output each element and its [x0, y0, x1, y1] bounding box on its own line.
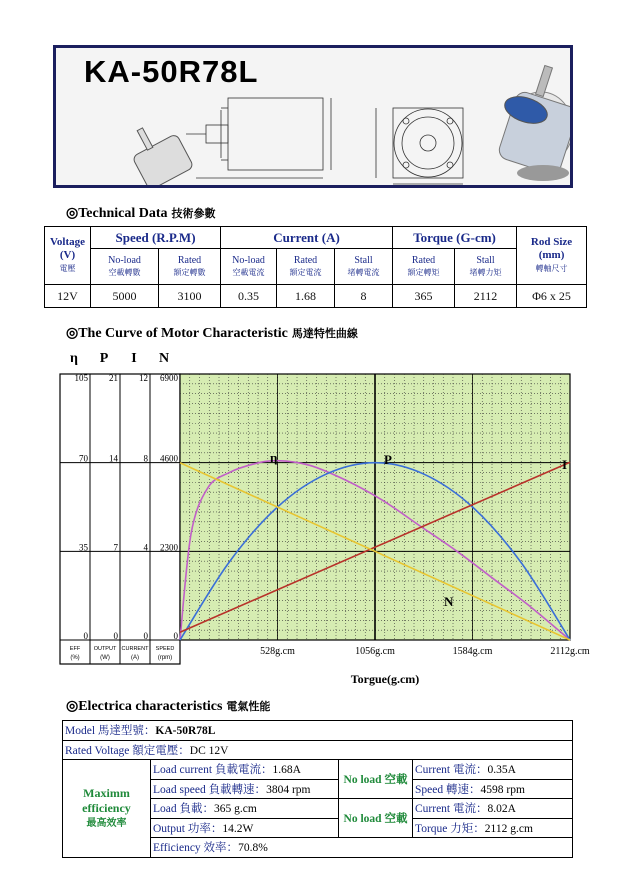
rod-size-header: Rod Size (mm) 轉軸尺寸 [517, 227, 587, 285]
value-rated-current: 1.68 [277, 285, 335, 308]
axis-tick-label: 0 [83, 631, 88, 641]
axis-footer-unit: EFF [69, 646, 81, 652]
axis-footer-unit: (W) [100, 655, 110, 661]
sub-header-rated-speed: Rated 額定轉數 [159, 249, 221, 285]
product-banner [53, 45, 573, 188]
technical-data-heading: ◎Technical Data 技術參數 [66, 206, 216, 221]
axis-footer-unit: CURRENT [121, 646, 149, 652]
axis-header-0: η [70, 351, 78, 366]
series-label-3: N [444, 594, 454, 609]
current-header: Current (A) [221, 227, 393, 249]
output-cell: Output 功率：14.2W [151, 818, 339, 838]
x-tick-label: 1584g.cm [452, 646, 493, 657]
electrical-heading: ◎Electrica characteristics 電氣性能 [66, 699, 271, 714]
axis-tick-label: 105 [74, 373, 88, 383]
x-tick-label: 2112g.cm [550, 646, 590, 657]
stall-current-cell: Current 電流：8.02A [413, 799, 573, 819]
noload-current-cell: Current 電流：0.35A [413, 760, 573, 780]
series-label-1: P [384, 452, 392, 467]
load-cell: Load 負載：365 g.cm [151, 799, 339, 819]
axis-tick-label: 0 [173, 631, 178, 641]
motor-drawings [56, 48, 573, 188]
axis-footer-unit: (rpm) [157, 655, 173, 661]
axis-header-3: N [158, 351, 170, 366]
load-speed-cell: Load speed 負載轉速：3804 rpm [151, 779, 339, 799]
axis-tick-label: 4600 [160, 453, 178, 464]
no-load-label-1: No load 空載 [339, 760, 413, 799]
value-rated-speed: 3100 [159, 285, 221, 308]
motor-sketch-icon [132, 128, 194, 188]
load-current-cell: Load current 負載電流：1.68A [151, 760, 339, 780]
x-axis-label: Torgue(g.cm) [350, 672, 420, 686]
axis-footer-unit: OUTPUT [93, 646, 117, 652]
sub-header-stall-current: Stall 堵轉電流 [335, 249, 393, 285]
value-voltage: 12V [45, 285, 91, 308]
sub-header-stall-torque: Stall 堵轉力矩 [455, 249, 517, 285]
voltage-header: Voltage (V) 電壓 [45, 227, 91, 285]
axis-tick-label: 7 [113, 542, 118, 553]
series-label-0: η [270, 450, 278, 465]
side-drawing-icon [186, 98, 331, 178]
value-rated-torque: 365 [393, 285, 455, 308]
x-tick-label: 528g.cm [260, 646, 295, 657]
axis-footer-unit: SPEED [155, 646, 175, 652]
model-title: KA-50R78L [84, 54, 259, 89]
axis-tick-label: 12 [139, 373, 148, 383]
no-load-label-2: No load 空載 [339, 799, 413, 838]
x-tick-label: 1056g.cm [355, 646, 395, 657]
value-noload-speed: 5000 [91, 285, 159, 308]
axis-header-1: P [99, 351, 109, 366]
torque-header: Torque (G-cm) [393, 227, 517, 249]
axis-tick-label: 70 [79, 453, 88, 464]
series-label-2: I [562, 457, 568, 472]
axis-tick-label: 14 [109, 453, 118, 464]
noload-speed-cell: Speed 轉速：4598 rpm [413, 779, 573, 799]
sub-header-rated-current: Rated 額定電流 [277, 249, 335, 285]
axis-footer-unit: (A) [131, 655, 139, 661]
motor-characteristic-chart [44, 350, 590, 695]
axis-tick-label: 0 [113, 631, 118, 641]
electrical-table [62, 720, 573, 858]
rated-voltage-row: Rated Voltage 額定電壓：DC 12V [63, 740, 573, 760]
speed-header: Speed (R.P.M) [91, 227, 221, 249]
sub-header-noload-current: No-load 空載電流 [221, 249, 277, 285]
axis-tick-label: 2300 [160, 542, 178, 553]
axis-tick-label: 4 [143, 542, 148, 553]
motor-photo-icon [497, 65, 573, 181]
value-stall-current: 8 [335, 285, 393, 308]
model-row: Model 馬達型號：KA-50R78L [63, 721, 573, 741]
axis-tick-label: 35 [79, 542, 88, 553]
sub-header-rated-torque: Rated 額定轉矩 [393, 249, 455, 285]
value-noload-current: 0.35 [221, 285, 277, 308]
front-drawing-icon [376, 108, 463, 184]
axis-tick-label: 21 [109, 373, 118, 383]
curve-heading: ◎The Curve of Motor Characteristic 馬達特性曲線 [66, 326, 358, 341]
sub-header-noload-speed: No-load 空載轉數 [91, 249, 159, 285]
axis-footer-unit: (%) [70, 655, 80, 661]
value-rod-size: Φ6 x 25 [517, 285, 587, 308]
technical-data-table [44, 226, 587, 308]
axis-tick-label: 6900 [160, 373, 178, 383]
max-efficiency-label: Maximm efficiency 最高效率 [63, 760, 151, 858]
axis-tick-label: 8 [143, 453, 148, 464]
axis-header-2: I [131, 351, 137, 366]
value-stall-torque: 2112 [455, 285, 517, 308]
stall-torque-cell: Torque 力矩：2112 g.cm [413, 818, 573, 838]
table-row [45, 285, 587, 308]
efficiency-cell: Efficiency 效率：70.8% [151, 838, 573, 858]
axis-tick-label: 0 [143, 631, 148, 641]
